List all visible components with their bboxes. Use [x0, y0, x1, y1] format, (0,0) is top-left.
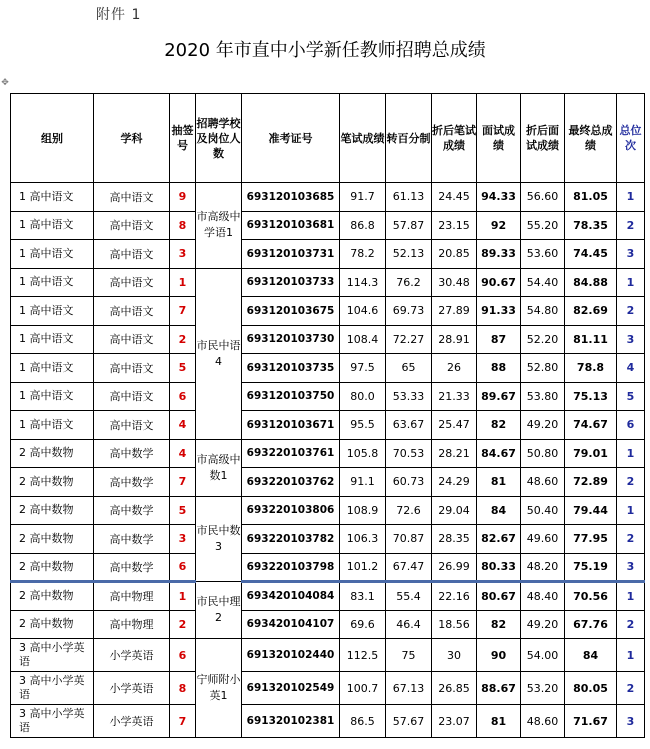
cell-interview-weighted: 53.60 — [521, 240, 565, 269]
cell-interview: 80.33 — [477, 553, 521, 582]
cell-lot: 8 — [170, 672, 196, 705]
cell-interview: 94.33 — [477, 183, 521, 212]
cell-interview-weighted: 48.60 — [521, 705, 565, 738]
cell-group: 2 高中数物 — [11, 553, 94, 582]
cell-written-weighted: 26.99 — [432, 553, 477, 582]
cell-subject: 高中语文 — [94, 240, 170, 269]
cell-interview: 81 — [477, 468, 521, 497]
cell-written: 91.1 — [340, 468, 386, 497]
cell-final: 78.8 — [565, 354, 617, 383]
cell-rank: 1 — [617, 496, 645, 525]
cell-final: 78.35 — [565, 211, 617, 240]
cell-converted: 70.53 — [386, 439, 432, 468]
header-exam-id: 准考证号 — [242, 94, 340, 183]
header-row — [11, 94, 645, 183]
cell-written-weighted: 27.89 — [432, 297, 477, 326]
cell-lot: 1 — [170, 268, 196, 297]
table-row — [11, 382, 645, 411]
cell-written: 106.3 — [340, 525, 386, 554]
cell-rank: 1 — [617, 268, 645, 297]
cell-lot: 3 — [170, 525, 196, 554]
cell-subject: 小学英语 — [94, 639, 170, 672]
cell-subject: 高中语文 — [94, 268, 170, 297]
cell-interview-weighted: 48.20 — [521, 553, 565, 582]
header-written: 笔试成绩 — [340, 94, 386, 183]
table-row — [11, 672, 645, 705]
cell-converted: 55.4 — [386, 582, 432, 611]
cell-converted: 70.87 — [386, 525, 432, 554]
cell-written-weighted: 30.48 — [432, 268, 477, 297]
cell-interview-weighted: 54.40 — [521, 268, 565, 297]
cell-group: 1 高中语文 — [11, 382, 94, 411]
cell-subject: 高中数学 — [94, 468, 170, 497]
cell-interview: 81 — [477, 705, 521, 738]
table-row — [11, 639, 645, 672]
cell-written: 105.8 — [340, 439, 386, 468]
cell-interview: 88.67 — [477, 672, 521, 705]
cell-interview: 89.67 — [477, 382, 521, 411]
cell-final: 84.88 — [565, 268, 617, 297]
table-row — [11, 240, 645, 269]
attachment-label: 附件 1 — [96, 7, 142, 23]
cell-interview-weighted: 50.40 — [521, 496, 565, 525]
table-row — [11, 297, 645, 326]
table-row — [11, 183, 645, 212]
cell-lot: 2 — [170, 325, 196, 354]
cell-written-weighted: 22.16 — [432, 582, 477, 611]
page-title: 2020 年市直中小学新任教师招聘总成绩 — [164, 40, 486, 61]
cell-interview: 82 — [477, 610, 521, 639]
cell-exam-id: 693220103761 — [242, 439, 340, 468]
cell-converted: 60.73 — [386, 468, 432, 497]
cell-lot: 5 — [170, 496, 196, 525]
cell-lot: 4 — [170, 439, 196, 468]
cell-interview: 82.67 — [477, 525, 521, 554]
cell-subject: 高中语文 — [94, 183, 170, 212]
cell-group: 1 高中语文 — [11, 411, 94, 440]
cell-exam-id: 691320102381 — [242, 705, 340, 738]
cell-interview-weighted: 50.80 — [521, 439, 565, 468]
cell-lot: 6 — [170, 639, 196, 672]
score-table — [10, 93, 645, 738]
cell-group: 3 高中小学英语 — [11, 639, 94, 672]
cell-lot: 6 — [170, 382, 196, 411]
cell-lot: 2 — [170, 610, 196, 639]
header-final: 最终总成绩 — [565, 94, 617, 183]
cell-subject: 高中语文 — [94, 411, 170, 440]
header-overall-rank: 总位次 — [617, 94, 645, 183]
cell-written-weighted: 28.21 — [432, 439, 477, 468]
cell-group: 2 高中数物 — [11, 525, 94, 554]
cell-final: 81.05 — [565, 183, 617, 212]
cell-lot: 3 — [170, 240, 196, 269]
table-row — [11, 325, 645, 354]
cell-interview-weighted: 55.20 — [521, 211, 565, 240]
cell-written-weighted: 25.47 — [432, 411, 477, 440]
cell-group: 2 高中数物 — [11, 439, 94, 468]
cell-post: 市高级中数1 — [196, 439, 242, 496]
cell-written: 69.6 — [340, 610, 386, 639]
cell-written-weighted: 24.45 — [432, 183, 477, 212]
cell-exam-id: 693220103806 — [242, 496, 340, 525]
cell-converted: 57.87 — [386, 211, 432, 240]
cell-post: 市民中数3 — [196, 496, 242, 582]
cell-exam-id: 693120103733 — [242, 268, 340, 297]
cell-interview: 91.33 — [477, 297, 521, 326]
cell-final: 75.13 — [565, 382, 617, 411]
cell-group: 1 高中语文 — [11, 268, 94, 297]
cell-rank: 2 — [617, 211, 645, 240]
table-row — [11, 468, 645, 497]
cell-rank: 2 — [617, 297, 645, 326]
cell-lot: 4 — [170, 411, 196, 440]
cell-rank: 3 — [617, 553, 645, 582]
cell-written: 104.6 — [340, 297, 386, 326]
cell-subject: 高中语文 — [94, 297, 170, 326]
cell-exam-id: 693220103798 — [242, 553, 340, 582]
cell-written-weighted: 28.35 — [432, 525, 477, 554]
cell-group: 1 高中语文 — [11, 354, 94, 383]
cell-written: 86.5 — [340, 705, 386, 738]
cell-rank: 4 — [617, 354, 645, 383]
cell-subject: 小学英语 — [94, 672, 170, 705]
cell-written-weighted: 23.15 — [432, 211, 477, 240]
cell-interview: 82 — [477, 411, 521, 440]
cell-exam-id: 693120103735 — [242, 354, 340, 383]
table-row — [11, 705, 645, 738]
cell-written-weighted: 24.29 — [432, 468, 477, 497]
cell-written: 91.7 — [340, 183, 386, 212]
cell-rank: 1 — [617, 439, 645, 468]
table-row — [11, 525, 645, 554]
cell-lot: 7 — [170, 705, 196, 738]
cell-written: 83.1 — [340, 582, 386, 611]
cell-subject: 高中数学 — [94, 525, 170, 554]
cell-group: 2 高中数物 — [11, 496, 94, 525]
cell-written-weighted: 23.07 — [432, 705, 477, 738]
header-written-weighted: 折后笔试成绩 — [432, 94, 477, 183]
cell-group: 2 高中数物 — [11, 582, 94, 611]
cell-final: 71.67 — [565, 705, 617, 738]
table-row — [11, 268, 645, 297]
cell-final: 84 — [565, 639, 617, 672]
cell-interview-weighted: 48.60 — [521, 468, 565, 497]
cell-converted: 72.6 — [386, 496, 432, 525]
cell-final: 74.45 — [565, 240, 617, 269]
cell-interview: 92 — [477, 211, 521, 240]
cell-subject: 高中语文 — [94, 325, 170, 354]
cell-lot: 7 — [170, 297, 196, 326]
cell-interview: 89.33 — [477, 240, 521, 269]
cell-exam-id: 693420104107 — [242, 610, 340, 639]
cell-written-weighted: 21.33 — [432, 382, 477, 411]
cell-exam-id: 693120103675 — [242, 297, 340, 326]
cell-rank: 2 — [617, 672, 645, 705]
cell-interview-weighted: 49.20 — [521, 411, 565, 440]
cell-exam-id: 693120103671 — [242, 411, 340, 440]
cell-converted: 69.73 — [386, 297, 432, 326]
cell-interview-weighted: 54.80 — [521, 297, 565, 326]
table-row — [11, 610, 645, 639]
cell-rank: 1 — [617, 582, 645, 611]
cell-group: 2 高中数物 — [11, 610, 94, 639]
cell-written-weighted: 26.85 — [432, 672, 477, 705]
cell-exam-id: 693220103782 — [242, 525, 340, 554]
cell-rank: 5 — [617, 382, 645, 411]
cell-converted: 67.13 — [386, 672, 432, 705]
cell-lot: 8 — [170, 211, 196, 240]
cell-converted: 72.27 — [386, 325, 432, 354]
cell-rank: 2 — [617, 610, 645, 639]
cell-exam-id: 693220103762 — [242, 468, 340, 497]
cell-exam-id: 693120103730 — [242, 325, 340, 354]
table-row — [11, 553, 645, 582]
cell-lot: 5 — [170, 354, 196, 383]
cell-rank: 3 — [617, 325, 645, 354]
cell-written-weighted: 30 — [432, 639, 477, 672]
cell-lot: 1 — [170, 582, 196, 611]
cell-exam-id: 693120103681 — [242, 211, 340, 240]
cell-rank: 3 — [617, 240, 645, 269]
cell-written: 100.7 — [340, 672, 386, 705]
cell-subject: 高中数学 — [94, 553, 170, 582]
cell-interview-weighted: 48.40 — [521, 582, 565, 611]
cell-group: 1 高中语文 — [11, 325, 94, 354]
cell-rank: 3 — [617, 705, 645, 738]
cell-interview-weighted: 49.60 — [521, 525, 565, 554]
cell-rank: 1 — [617, 639, 645, 672]
cell-subject: 高中物理 — [94, 610, 170, 639]
cell-converted: 76.2 — [386, 268, 432, 297]
cell-written-weighted: 29.04 — [432, 496, 477, 525]
cell-converted: 46.4 — [386, 610, 432, 639]
cell-group: 2 高中数物 — [11, 468, 94, 497]
table-row — [11, 582, 645, 611]
cell-interview: 87 — [477, 325, 521, 354]
cell-interview: 80.67 — [477, 582, 521, 611]
cell-interview: 90 — [477, 639, 521, 672]
cell-written: 112.5 — [340, 639, 386, 672]
cell-lot: 7 — [170, 468, 196, 497]
cell-converted: 67.47 — [386, 553, 432, 582]
cell-final: 67.76 — [565, 610, 617, 639]
cell-final: 81.11 — [565, 325, 617, 354]
cell-converted: 61.13 — [386, 183, 432, 212]
cell-final: 80.05 — [565, 672, 617, 705]
cell-final: 74.67 — [565, 411, 617, 440]
cell-written: 95.5 — [340, 411, 386, 440]
cell-final: 82.69 — [565, 297, 617, 326]
cell-rank: 6 — [617, 411, 645, 440]
cell-exam-id: 691320102440 — [242, 639, 340, 672]
cell-interview: 84.67 — [477, 439, 521, 468]
cell-written: 108.9 — [340, 496, 386, 525]
cell-exam-id: 693120103750 — [242, 382, 340, 411]
table-row — [11, 411, 645, 440]
table-row — [11, 211, 645, 240]
cell-post: 市高级中学语1 — [196, 183, 242, 269]
cell-interview-weighted: 56.60 — [521, 183, 565, 212]
cell-group: 1 高中语文 — [11, 240, 94, 269]
header-post: 招聘学校及岗位人数 — [196, 94, 242, 183]
header-group: 组别 — [11, 94, 94, 183]
cell-written: 80.0 — [340, 382, 386, 411]
cell-exam-id: 693420104084 — [242, 582, 340, 611]
cell-subject: 高中数学 — [94, 439, 170, 468]
cell-interview: 84 — [477, 496, 521, 525]
cell-written: 101.2 — [340, 553, 386, 582]
cell-subject: 高中语文 — [94, 382, 170, 411]
table-row — [11, 496, 645, 525]
cell-rank: 2 — [617, 525, 645, 554]
cell-final: 72.89 — [565, 468, 617, 497]
cell-subject: 高中语文 — [94, 354, 170, 383]
cell-post: 宁师附小英1 — [196, 639, 242, 738]
cell-interview-weighted: 53.20 — [521, 672, 565, 705]
cell-exam-id: 693120103731 — [242, 240, 340, 269]
cell-subject: 高中物理 — [94, 582, 170, 611]
table-row — [11, 354, 645, 383]
cell-lot: 6 — [170, 553, 196, 582]
header-lot: 抽签号 — [170, 94, 196, 183]
cell-written: 78.2 — [340, 240, 386, 269]
cell-interview-weighted: 53.80 — [521, 382, 565, 411]
cell-lot: 9 — [170, 183, 196, 212]
cell-written-weighted: 28.91 — [432, 325, 477, 354]
cell-interview-weighted: 52.20 — [521, 325, 565, 354]
cell-converted: 75 — [386, 639, 432, 672]
cell-interview-weighted: 54.00 — [521, 639, 565, 672]
cell-written-weighted: 26 — [432, 354, 477, 383]
cell-exam-id: 691320102549 — [242, 672, 340, 705]
cell-written: 108.4 — [340, 325, 386, 354]
cell-converted: 52.13 — [386, 240, 432, 269]
cell-interview-weighted: 49.20 — [521, 610, 565, 639]
header-converted: 转百分制 — [386, 94, 432, 183]
cell-written-weighted: 18.56 — [432, 610, 477, 639]
cell-written: 97.5 — [340, 354, 386, 383]
header-interview-weighted: 折后面试成绩 — [521, 94, 565, 183]
cell-written: 86.8 — [340, 211, 386, 240]
cell-final: 77.95 — [565, 525, 617, 554]
cell-group: 1 高中语文 — [11, 297, 94, 326]
cell-converted: 65 — [386, 354, 432, 383]
cell-final: 75.19 — [565, 553, 617, 582]
cell-final: 79.01 — [565, 439, 617, 468]
cell-subject: 高中数学 — [94, 496, 170, 525]
cell-interview: 88 — [477, 354, 521, 383]
cell-converted: 57.67 — [386, 705, 432, 738]
cell-exam-id: 693120103685 — [242, 183, 340, 212]
cell-post: 市民中语4 — [196, 268, 242, 439]
cell-subject: 高中语文 — [94, 211, 170, 240]
cell-group: 1 高中语文 — [11, 183, 94, 212]
cell-final: 79.44 — [565, 496, 617, 525]
cell-rank: 1 — [617, 183, 645, 212]
cell-converted: 53.33 — [386, 382, 432, 411]
cell-written-weighted: 20.85 — [432, 240, 477, 269]
table-row — [11, 439, 645, 468]
cell-interview: 90.67 — [477, 268, 521, 297]
cell-group: 1 高中语文 — [11, 211, 94, 240]
cell-final: 70.56 — [565, 582, 617, 611]
cell-subject: 小学英语 — [94, 705, 170, 738]
cell-group: 3 高中小学英语 — [11, 672, 94, 705]
move-icon[interactable]: ✥ — [1, 78, 9, 88]
cell-group: 3 高中小学英语 — [11, 705, 94, 738]
cell-converted: 63.67 — [386, 411, 432, 440]
header-subject: 学科 — [94, 94, 170, 183]
header-interview: 面试成绩 — [477, 94, 521, 183]
cell-post: 市民中理2 — [196, 582, 242, 639]
cell-rank: 2 — [617, 468, 645, 497]
cell-written: 114.3 — [340, 268, 386, 297]
cell-interview-weighted: 52.80 — [521, 354, 565, 383]
